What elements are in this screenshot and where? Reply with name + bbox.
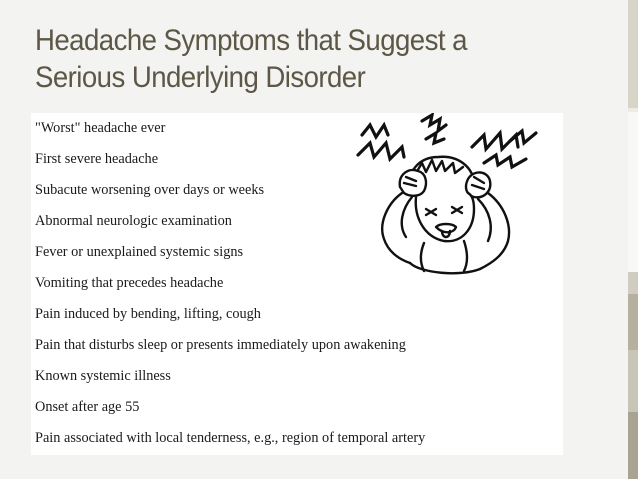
list-item: Vomiting that precedes headache <box>35 275 224 291</box>
list-item: "Worst" headache ever <box>35 120 166 136</box>
list-item: Pain that disturbs sleep or presents immediately upon awakening <box>35 337 406 353</box>
list-item: Fever or unexplained systemic signs <box>35 244 244 260</box>
pain-zigzag-right-2 <box>484 155 526 167</box>
decor-strip <box>628 112 638 272</box>
headache-cartoon-illustration <box>340 113 555 285</box>
list-item: Pain associated with local tenderness, e.g., region of temporal artery <box>35 430 426 446</box>
decor-strip <box>628 272 638 294</box>
slide-title <box>35 22 550 96</box>
left-arm <box>382 193 410 263</box>
title-line-1: Headache Symptoms that Suggest a <box>35 24 467 57</box>
face <box>416 193 474 241</box>
pain-zigzag-upper-left <box>362 125 388 137</box>
pain-zigzag-top-2 <box>426 133 444 143</box>
decor-strip <box>628 294 638 350</box>
list-item: Known systemic illness <box>35 368 171 384</box>
list-item: First severe headache <box>35 151 159 167</box>
pain-zigzag-top <box>422 115 446 131</box>
list-item: Pain induced by bending, lifting, cough <box>35 306 261 322</box>
list-item: Onset after age 55 <box>35 399 140 415</box>
pain-zigzag-far-right <box>510 131 536 143</box>
list-item: Abnormal neurologic examination <box>35 213 232 229</box>
decor-strip <box>628 350 638 412</box>
pain-zigzag-left <box>358 143 404 159</box>
title-line-2: Serious Underlying Disorder <box>35 61 366 94</box>
right-arm <box>480 193 509 269</box>
decor-strip <box>628 0 638 108</box>
decor-strip <box>628 412 638 479</box>
list-item: Subacute worsening over days or weeks <box>35 182 265 198</box>
